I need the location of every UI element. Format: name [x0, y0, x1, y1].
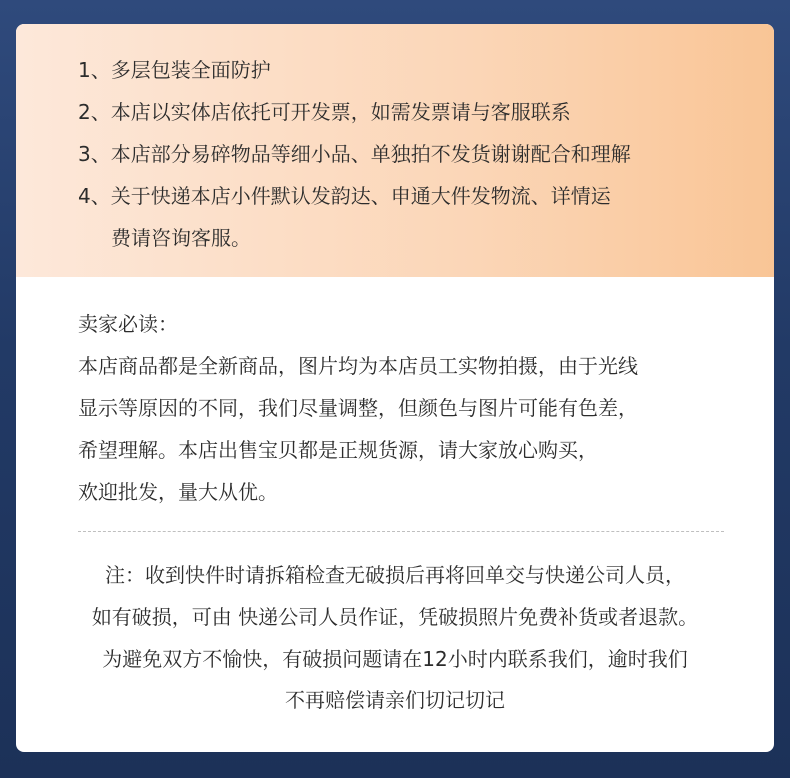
dashed-divider [78, 531, 724, 532]
notice-item-2: 2、本店以实体店依托可开发票，如需发票请与客服联系 [78, 100, 571, 124]
seller-notice-line: 欢迎批发，量大从优。 [78, 480, 278, 504]
damage-note-line: 如有破损，可由 快递公司人员作证，凭破损照片免费补货或者退款。 [91, 605, 699, 629]
damage-note-line: 为避免双方不愉快，有破损问题请在12小时内联系我们，逾时我们 [102, 647, 688, 671]
seller-notice-line: 显示等原因的不同，我们尽量调整，但颜色与图片可能有色差， [78, 396, 638, 420]
notice-item-4-continuation: 费请咨询客服。 [111, 226, 251, 250]
damage-note-line: 注：收到快件时请拆箱检查无破损后再将回单交与快递公司人员， [105, 563, 685, 587]
shipping-notice-panel [16, 24, 774, 277]
seller-notice-heading: 卖家必读： [78, 312, 178, 336]
info-card [16, 24, 774, 752]
notice-item-4: 4、关于快递本店小件默认发韵达、申通大件发物流、详情运 [78, 184, 611, 208]
damage-note-line: 不再赔偿请亲们切记切记 [285, 688, 505, 712]
seller-notice-line: 希望理解。本店出售宝贝都是正规货源，请大家放心购买， [78, 438, 598, 462]
notice-item-3: 3、本店部分易碎物品等细小品、单独拍不发货谢谢配合和理解 [78, 142, 631, 166]
notice-item-1: 1、多层包装全面防护 [78, 58, 271, 82]
seller-notice-line: 本店商品都是全新商品，图片均为本店员工实物拍摄，由于光线 [78, 354, 638, 378]
